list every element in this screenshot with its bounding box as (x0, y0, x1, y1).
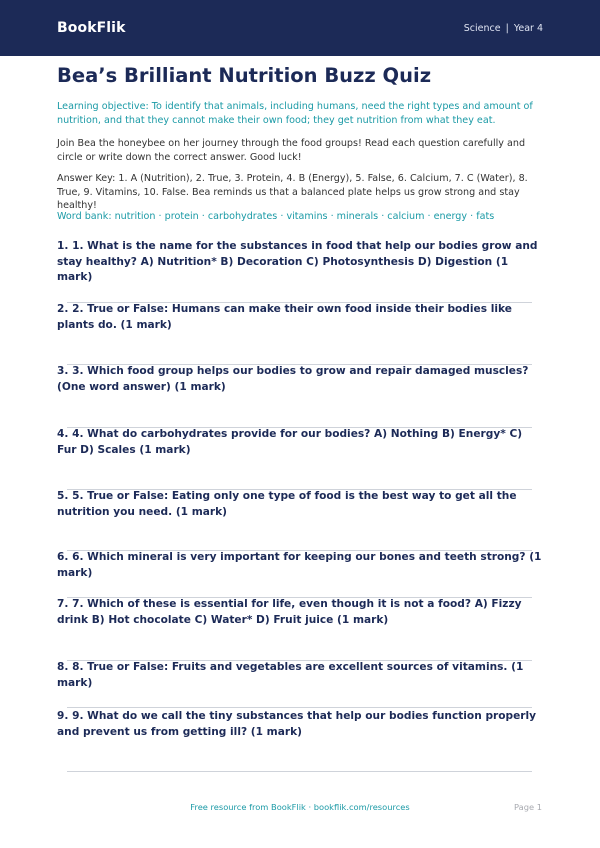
question-4: 4. 4. What do carbohydrates provide for our bodies? A) Nothing B) Energy* C) Fur D) Scales (1 mark) (57, 428, 523, 456)
question-8: 8. 8. True or False: Fruits and vegetables are excellent sources of vitamins. (1 mark) (57, 661, 524, 689)
answer-line-8 (67, 707, 532, 708)
question-7: 7. 7. Which of these is essential for life, even though it is not a food? A) Fizzy drink B) Hot chocolate C) Water* D) Fruit juice (1 mark) (57, 598, 522, 626)
learning-objective: Learning objective: To identify that animals, including humans, need the right types and amount of nutrition, and that they cannot make their own food; they get nutrition from what they eat. (57, 101, 533, 126)
header-bar (0, 0, 600, 56)
question-3: 3. 3. Which food group helps our bodies to grow and repair damaged muscles? (One word answer) (1 mark) (57, 365, 529, 393)
question-5: 5. 5. True or False: Eating only one type of food is the best way to get all the nutrition you need. (1 mark) (57, 490, 517, 518)
question-6: 6. 6. Which mineral is very important for keeping our bones and teeth strong? (1 mark) (57, 551, 542, 579)
year-label: Year 4 (513, 22, 543, 34)
answer-key: Answer Key: 1. A (Nutrition), 2. True, 3. Protein, 4. B (Energy), 5. False, 6. Calcium, 7. C (Water), 8. True, 9. Vitamins, 10. False. Bea reminds us that a balanced plate helps us grow strong and stay healthy! (57, 173, 528, 211)
footer-resource-link[interactable]: Free resource from BookFlik · bookflik.com/resources (190, 802, 410, 812)
question-1: 1. 1. What is the name for the substances in food that help our bodies grow and stay healthy? A) Nutrition* B) Decoration C) Photosynthesis D) Digestion (1 mark) (57, 240, 538, 283)
separator: | (505, 22, 509, 34)
subject-label: Science (463, 22, 501, 34)
question-2: 2. 2. True or False: Humans can make their own food inside their bodies like plants do. (1 mark) (57, 303, 512, 331)
page-title: Bea’s Brilliant Nutrition Buzz Quiz (57, 64, 432, 87)
answer-line-9 (67, 771, 532, 772)
page-number: Page 1 (513, 802, 542, 812)
question-9: 9. 9. What do we call the tiny substances that help our bodies function properly and prevent us from getting ill? (1 mark) (57, 710, 537, 738)
intro-text: Join Bea the honeybee on her journey through the food groups! Read each question carefully and circle or write down the correct answer. Good luck! (57, 138, 526, 163)
word-bank: Word bank: nutrition · protein · carbohydrates · vitamins · minerals · calcium · energy · fats (57, 211, 495, 222)
subject-year-label (464, 23, 543, 34)
brand-logo: BookFlik (57, 20, 126, 36)
